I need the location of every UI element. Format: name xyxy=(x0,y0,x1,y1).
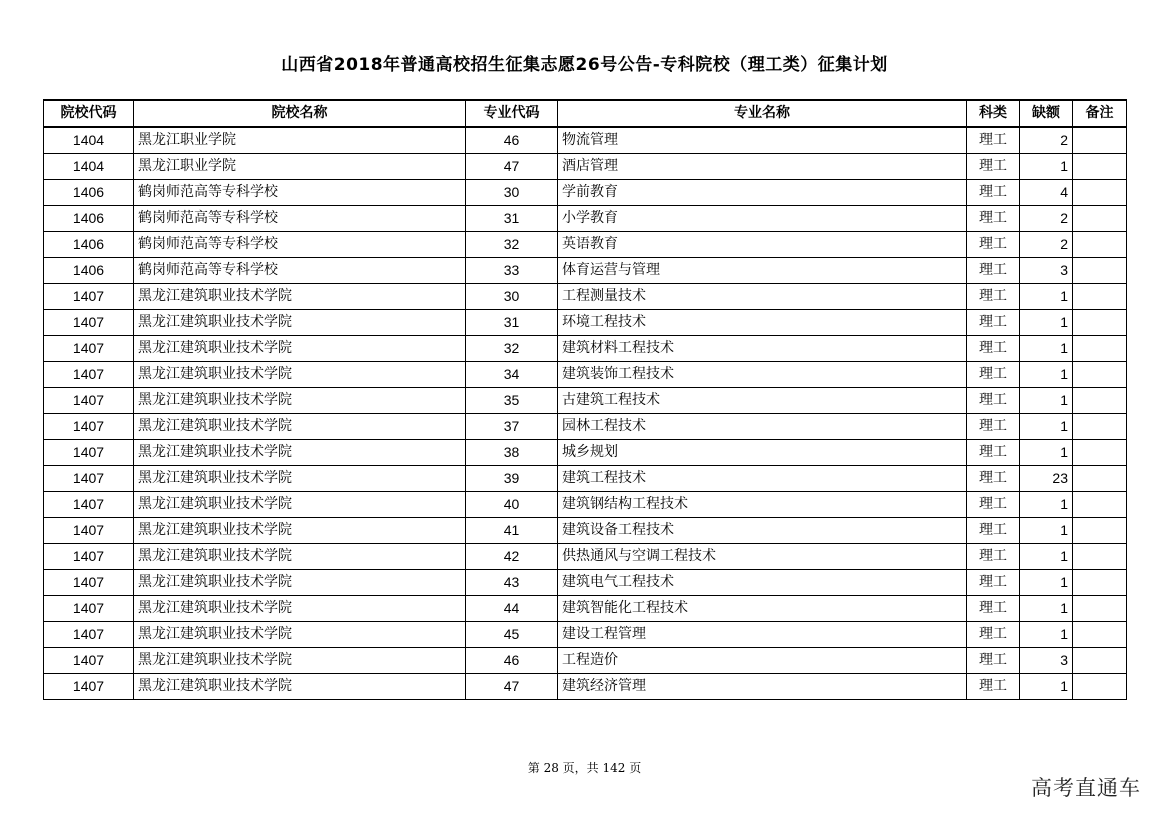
school-code-cell: 1404 xyxy=(44,127,134,154)
school-code-cell: 1407 xyxy=(44,622,134,648)
category-cell: 理工 xyxy=(967,492,1020,518)
gap-cell: 2 xyxy=(1020,206,1073,232)
school-code-cell: 1407 xyxy=(44,336,134,362)
table-row xyxy=(44,622,1127,648)
school-name-cell: 鹤岗师范高等专科学校 xyxy=(134,180,466,206)
note-cell xyxy=(1073,596,1127,622)
school-name-cell: 黑龙江建筑职业技术学院 xyxy=(134,492,466,518)
table-row xyxy=(44,284,1127,310)
column-header-school-name: 院校名称 xyxy=(134,100,466,127)
school-code-cell: 1406 xyxy=(44,232,134,258)
school-name-cell: 黑龙江职业学院 xyxy=(134,127,466,154)
watermark: 高考直通车 xyxy=(1031,776,1141,800)
major-name-cell: 建筑工程技术 xyxy=(558,466,967,492)
table-row xyxy=(44,440,1127,466)
gap-cell: 1 xyxy=(1020,440,1073,466)
major-name-cell: 英语教育 xyxy=(558,232,967,258)
school-name-cell: 黑龙江建筑职业技术学院 xyxy=(134,388,466,414)
school-code-cell: 1407 xyxy=(44,518,134,544)
table-row xyxy=(44,414,1127,440)
note-cell xyxy=(1073,674,1127,700)
major-name-cell: 工程造价 xyxy=(558,648,967,674)
category-cell: 理工 xyxy=(967,570,1020,596)
school-name-cell: 黑龙江职业学院 xyxy=(134,154,466,180)
category-cell: 理工 xyxy=(967,622,1020,648)
major-name-cell: 物流管理 xyxy=(558,127,967,154)
school-code-cell: 1406 xyxy=(44,258,134,284)
major-name-cell: 供热通风与空调工程技术 xyxy=(558,544,967,570)
gap-cell: 1 xyxy=(1020,310,1073,336)
school-name-cell: 黑龙江建筑职业技术学院 xyxy=(134,414,466,440)
school-code-cell: 1407 xyxy=(44,414,134,440)
table-row xyxy=(44,206,1127,232)
school-code-cell: 1406 xyxy=(44,206,134,232)
school-code-cell: 1407 xyxy=(44,492,134,518)
page-title: 山西省2018年普通高校招生征集志愿26号公告-专科院校（理工类）征集计划 xyxy=(281,55,888,75)
table-row xyxy=(44,388,1127,414)
table-body xyxy=(44,127,1127,700)
school-code-cell: 1407 xyxy=(44,388,134,414)
table-row xyxy=(44,232,1127,258)
table-row xyxy=(44,154,1127,180)
major-code-cell: 39 xyxy=(466,466,558,492)
school-code-cell: 1407 xyxy=(44,596,134,622)
note-cell xyxy=(1073,258,1127,284)
table-row xyxy=(44,570,1127,596)
major-code-cell: 46 xyxy=(466,127,558,154)
enrollment-plan-table xyxy=(43,99,1127,700)
gap-cell: 1 xyxy=(1020,336,1073,362)
school-code-cell: 1407 xyxy=(44,284,134,310)
major-name-cell: 工程测量技术 xyxy=(558,284,967,310)
column-header-note: 备注 xyxy=(1073,100,1127,127)
major-code-cell: 44 xyxy=(466,596,558,622)
major-code-cell: 46 xyxy=(466,648,558,674)
major-name-cell: 酒店管理 xyxy=(558,154,967,180)
major-name-cell: 城乡规划 xyxy=(558,440,967,466)
gap-cell: 2 xyxy=(1020,127,1073,154)
school-code-cell: 1407 xyxy=(44,570,134,596)
category-cell: 理工 xyxy=(967,206,1020,232)
major-code-cell: 47 xyxy=(466,154,558,180)
gap-cell: 1 xyxy=(1020,388,1073,414)
column-header-gap: 缺额 xyxy=(1020,100,1073,127)
gap-cell: 23 xyxy=(1020,466,1073,492)
school-name-cell: 黑龙江建筑职业技术学院 xyxy=(134,440,466,466)
major-name-cell: 建筑材料工程技术 xyxy=(558,336,967,362)
note-cell xyxy=(1073,232,1127,258)
table-row xyxy=(44,518,1127,544)
gap-cell: 1 xyxy=(1020,622,1073,648)
table-row xyxy=(44,336,1127,362)
category-cell: 理工 xyxy=(967,388,1020,414)
note-cell xyxy=(1073,440,1127,466)
table-row xyxy=(44,310,1127,336)
major-code-cell: 37 xyxy=(466,414,558,440)
school-name-cell: 鹤岗师范高等专科学校 xyxy=(134,258,466,284)
school-name-cell: 鹤岗师范高等专科学校 xyxy=(134,232,466,258)
gap-cell: 2 xyxy=(1020,232,1073,258)
category-cell: 理工 xyxy=(967,466,1020,492)
note-cell xyxy=(1073,466,1127,492)
school-name-cell: 黑龙江建筑职业技术学院 xyxy=(134,596,466,622)
table-row xyxy=(44,492,1127,518)
category-cell: 理工 xyxy=(967,154,1020,180)
major-name-cell: 学前教育 xyxy=(558,180,967,206)
school-name-cell: 黑龙江建筑职业技术学院 xyxy=(134,466,466,492)
school-code-cell: 1407 xyxy=(44,674,134,700)
gap-cell: 1 xyxy=(1020,154,1073,180)
category-cell: 理工 xyxy=(967,284,1020,310)
column-header-school-code: 院校代码 xyxy=(44,100,134,127)
gap-cell: 1 xyxy=(1020,362,1073,388)
major-name-cell: 小学教育 xyxy=(558,206,967,232)
note-cell xyxy=(1073,492,1127,518)
major-name-cell: 建筑装饰工程技术 xyxy=(558,362,967,388)
gap-cell: 1 xyxy=(1020,284,1073,310)
major-name-cell: 建筑智能化工程技术 xyxy=(558,596,967,622)
major-code-cell: 40 xyxy=(466,492,558,518)
major-code-cell: 31 xyxy=(466,206,558,232)
category-cell: 理工 xyxy=(967,232,1020,258)
major-code-cell: 35 xyxy=(466,388,558,414)
column-header-category: 科类 xyxy=(967,100,1020,127)
column-header-major-name: 专业名称 xyxy=(558,100,967,127)
school-name-cell: 黑龙江建筑职业技术学院 xyxy=(134,284,466,310)
major-code-cell: 32 xyxy=(466,336,558,362)
note-cell xyxy=(1073,127,1127,154)
note-cell xyxy=(1073,414,1127,440)
school-name-cell: 黑龙江建筑职业技术学院 xyxy=(134,622,466,648)
table-row xyxy=(44,674,1127,700)
school-code-cell: 1407 xyxy=(44,310,134,336)
note-cell xyxy=(1073,622,1127,648)
note-cell xyxy=(1073,180,1127,206)
page-footer: 第 28 页，共 142 页 xyxy=(527,761,642,775)
school-code-cell: 1406 xyxy=(44,180,134,206)
school-code-cell: 1407 xyxy=(44,648,134,674)
major-code-cell: 45 xyxy=(466,622,558,648)
gap-cell: 1 xyxy=(1020,544,1073,570)
category-cell: 理工 xyxy=(967,440,1020,466)
note-cell xyxy=(1073,206,1127,232)
column-header-major-code: 专业代码 xyxy=(466,100,558,127)
major-code-cell: 30 xyxy=(466,284,558,310)
gap-cell: 3 xyxy=(1020,258,1073,284)
school-name-cell: 鹤岗师范高等专科学校 xyxy=(134,206,466,232)
school-name-cell: 黑龙江建筑职业技术学院 xyxy=(134,518,466,544)
major-code-cell: 33 xyxy=(466,258,558,284)
note-cell xyxy=(1073,154,1127,180)
category-cell: 理工 xyxy=(967,310,1020,336)
note-cell xyxy=(1073,388,1127,414)
category-cell: 理工 xyxy=(967,180,1020,206)
school-code-cell: 1407 xyxy=(44,362,134,388)
school-name-cell: 黑龙江建筑职业技术学院 xyxy=(134,570,466,596)
school-name-cell: 黑龙江建筑职业技术学院 xyxy=(134,336,466,362)
school-name-cell: 黑龙江建筑职业技术学院 xyxy=(134,310,466,336)
note-cell xyxy=(1073,362,1127,388)
table-header-row xyxy=(44,100,1127,127)
category-cell: 理工 xyxy=(967,362,1020,388)
category-cell: 理工 xyxy=(967,336,1020,362)
note-cell xyxy=(1073,570,1127,596)
category-cell: 理工 xyxy=(967,674,1020,700)
major-name-cell: 园林工程技术 xyxy=(558,414,967,440)
major-code-cell: 41 xyxy=(466,518,558,544)
school-name-cell: 黑龙江建筑职业技术学院 xyxy=(134,544,466,570)
major-name-cell: 体育运营与管理 xyxy=(558,258,967,284)
major-code-cell: 43 xyxy=(466,570,558,596)
major-name-cell: 建筑设备工程技术 xyxy=(558,518,967,544)
table-row xyxy=(44,544,1127,570)
school-name-cell: 黑龙江建筑职业技术学院 xyxy=(134,362,466,388)
note-cell xyxy=(1073,310,1127,336)
major-name-cell: 建筑电气工程技术 xyxy=(558,570,967,596)
school-name-cell: 黑龙江建筑职业技术学院 xyxy=(134,674,466,700)
major-code-cell: 42 xyxy=(466,544,558,570)
table-row xyxy=(44,180,1127,206)
note-cell xyxy=(1073,284,1127,310)
table-row xyxy=(44,466,1127,492)
category-cell: 理工 xyxy=(967,414,1020,440)
category-cell: 理工 xyxy=(967,518,1020,544)
major-code-cell: 34 xyxy=(466,362,558,388)
note-cell xyxy=(1073,648,1127,674)
school-name-cell: 黑龙江建筑职业技术学院 xyxy=(134,648,466,674)
gap-cell: 1 xyxy=(1020,518,1073,544)
major-name-cell: 建筑钢结构工程技术 xyxy=(558,492,967,518)
gap-cell: 1 xyxy=(1020,570,1073,596)
table-row xyxy=(44,596,1127,622)
gap-cell: 1 xyxy=(1020,674,1073,700)
gap-cell: 4 xyxy=(1020,180,1073,206)
table-row xyxy=(44,258,1127,284)
major-name-cell: 建设工程管理 xyxy=(558,622,967,648)
note-cell xyxy=(1073,518,1127,544)
note-cell xyxy=(1073,336,1127,362)
school-code-cell: 1404 xyxy=(44,154,134,180)
major-code-cell: 30 xyxy=(466,180,558,206)
category-cell: 理工 xyxy=(967,596,1020,622)
school-code-cell: 1407 xyxy=(44,466,134,492)
gap-cell: 3 xyxy=(1020,648,1073,674)
school-code-cell: 1407 xyxy=(44,440,134,466)
table-row xyxy=(44,648,1127,674)
major-name-cell: 建筑经济管理 xyxy=(558,674,967,700)
category-cell: 理工 xyxy=(967,544,1020,570)
category-cell: 理工 xyxy=(967,127,1020,154)
category-cell: 理工 xyxy=(967,258,1020,284)
school-code-cell: 1407 xyxy=(44,544,134,570)
major-code-cell: 38 xyxy=(466,440,558,466)
table-row xyxy=(44,362,1127,388)
gap-cell: 1 xyxy=(1020,596,1073,622)
major-name-cell: 古建筑工程技术 xyxy=(558,388,967,414)
major-code-cell: 31 xyxy=(466,310,558,336)
category-cell: 理工 xyxy=(967,648,1020,674)
major-code-cell: 32 xyxy=(466,232,558,258)
major-name-cell: 环境工程技术 xyxy=(558,310,967,336)
table-row xyxy=(44,127,1127,154)
gap-cell: 1 xyxy=(1020,492,1073,518)
note-cell xyxy=(1073,544,1127,570)
gap-cell: 1 xyxy=(1020,414,1073,440)
major-code-cell: 47 xyxy=(466,674,558,700)
